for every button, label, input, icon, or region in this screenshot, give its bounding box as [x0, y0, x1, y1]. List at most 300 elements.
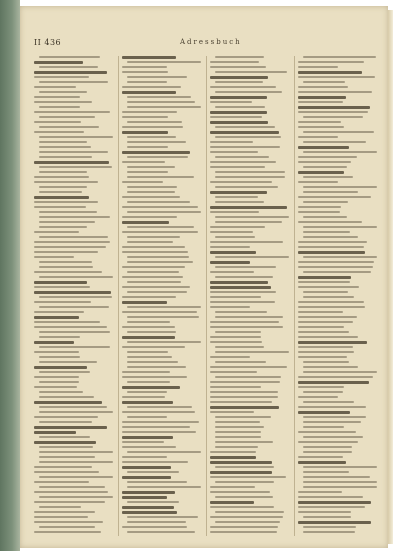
text-line — [215, 216, 289, 218]
text-line — [210, 291, 276, 293]
text-line — [122, 111, 177, 113]
text-line — [215, 351, 289, 353]
directory-columns — [34, 54, 374, 544]
text-line — [303, 216, 347, 218]
text-line — [34, 441, 96, 444]
text-line — [122, 221, 169, 224]
text-line — [39, 171, 87, 173]
text-line — [298, 221, 362, 223]
text-line — [34, 501, 105, 503]
text-line — [298, 146, 349, 149]
text-line — [298, 356, 347, 358]
text-line — [210, 251, 256, 254]
text-line — [122, 66, 167, 68]
text-line — [122, 456, 167, 458]
text-line — [298, 381, 369, 384]
text-line — [122, 496, 167, 499]
text-line — [34, 281, 87, 284]
text-line — [39, 191, 82, 193]
text-line — [127, 121, 182, 123]
text-line — [303, 486, 377, 488]
text-line — [215, 466, 274, 468]
text-line — [39, 361, 97, 363]
text-line — [210, 451, 256, 453]
text-line — [303, 176, 353, 178]
text-line — [122, 246, 185, 248]
text-line — [34, 176, 89, 178]
column-4 — [298, 54, 378, 544]
text-line — [210, 326, 283, 328]
text-line — [210, 96, 267, 99]
text-line — [122, 446, 176, 448]
text-line — [127, 516, 198, 518]
text-line — [210, 281, 268, 284]
text-line — [122, 466, 171, 469]
text-line — [303, 166, 347, 168]
text-line — [34, 386, 77, 388]
page-number: II 436 — [34, 38, 62, 47]
text-line — [210, 301, 275, 303]
text-line — [122, 461, 188, 463]
text-line — [127, 501, 179, 503]
text-line — [127, 481, 187, 483]
text-line — [210, 131, 279, 134]
text-line — [122, 346, 185, 348]
text-line — [127, 101, 195, 103]
column-2 — [122, 54, 202, 544]
text-line — [303, 151, 377, 153]
text-line — [34, 376, 79, 378]
text-line — [34, 291, 111, 294]
text-line — [298, 341, 367, 344]
text-line — [34, 416, 98, 418]
text-line — [298, 316, 357, 318]
text-line — [122, 311, 197, 313]
text-line — [303, 476, 370, 478]
page-edge — [388, 10, 393, 544]
text-line — [34, 426, 107, 429]
text-line — [210, 141, 253, 143]
text-line — [122, 126, 183, 128]
text-line — [215, 426, 264, 428]
text-line — [34, 311, 84, 313]
text-line — [127, 141, 186, 143]
text-line — [215, 266, 276, 268]
text-line — [215, 331, 261, 333]
text-line — [298, 431, 356, 433]
text-line — [122, 386, 180, 389]
text-line — [39, 116, 95, 118]
text-line — [122, 131, 168, 134]
text-line — [127, 176, 194, 178]
text-line — [39, 126, 99, 128]
text-line — [122, 216, 177, 218]
text-line — [34, 76, 89, 78]
text-line — [303, 186, 377, 188]
text-line — [39, 296, 112, 298]
text-line — [298, 106, 370, 109]
text-line — [298, 506, 365, 508]
text-line — [122, 526, 187, 528]
text-line — [39, 216, 110, 218]
text-line — [210, 86, 276, 88]
text-line — [215, 376, 281, 378]
text-line — [298, 266, 373, 268]
text-line — [303, 366, 358, 368]
text-line — [210, 461, 272, 464]
text-line — [127, 156, 188, 158]
text-line — [34, 401, 102, 404]
text-line — [34, 516, 88, 518]
text-line — [215, 436, 261, 438]
text-line — [303, 231, 350, 233]
text-line — [210, 211, 259, 213]
text-line — [127, 416, 167, 418]
text-line — [127, 321, 170, 323]
column-3 — [210, 54, 290, 544]
text-line — [122, 276, 183, 278]
text-line — [34, 316, 79, 319]
text-line — [303, 446, 352, 448]
text-line — [127, 146, 168, 148]
text-line — [210, 396, 278, 398]
text-line — [298, 301, 364, 303]
text-line — [210, 341, 262, 343]
text-line — [303, 426, 344, 428]
text-line — [39, 451, 113, 453]
text-line — [298, 111, 368, 113]
text-line — [34, 251, 98, 253]
text-line — [127, 291, 187, 293]
text-line — [215, 81, 263, 83]
text-line — [34, 196, 89, 199]
text-line — [34, 466, 92, 468]
text-line — [298, 511, 351, 513]
text-line — [122, 371, 170, 373]
text-line — [215, 171, 285, 173]
text-line — [122, 376, 187, 378]
text-line — [303, 191, 358, 193]
text-line — [303, 436, 363, 438]
text-line — [39, 346, 110, 348]
page-header — [34, 38, 374, 52]
text-line — [39, 211, 97, 213]
text-line — [215, 221, 282, 223]
text-line — [127, 236, 180, 238]
text-line — [298, 206, 341, 208]
text-line — [303, 291, 348, 293]
text-line — [298, 241, 367, 243]
text-line — [39, 391, 83, 393]
text-line — [215, 346, 264, 348]
text-line — [39, 456, 95, 458]
text-line — [210, 146, 280, 148]
text-line — [210, 531, 277, 533]
text-line — [39, 106, 80, 108]
text-line — [39, 151, 108, 153]
text-line — [210, 61, 259, 63]
text-line — [298, 351, 354, 353]
text-line — [127, 406, 192, 408]
text-line — [298, 326, 344, 328]
text-line — [39, 446, 93, 448]
text-line — [215, 521, 280, 523]
text-line — [127, 211, 201, 213]
text-line — [34, 201, 98, 203]
text-line — [39, 336, 80, 338]
text-line — [298, 261, 374, 263]
text-line — [215, 421, 260, 423]
text-line — [122, 286, 190, 288]
text-line — [122, 426, 190, 428]
text-line — [298, 461, 346, 464]
text-line — [34, 231, 79, 233]
text-line — [210, 121, 268, 124]
text-line — [210, 486, 255, 488]
text-line — [39, 396, 94, 398]
text-line — [298, 331, 349, 333]
text-line — [215, 361, 266, 363]
text-line — [215, 196, 258, 198]
text-line — [39, 81, 108, 83]
text-line — [298, 76, 375, 78]
text-line — [215, 56, 264, 58]
text-line — [39, 221, 95, 223]
text-line — [39, 306, 109, 308]
text-line — [122, 91, 176, 94]
text-line — [210, 166, 265, 168]
text-line — [303, 271, 371, 273]
text-line — [39, 381, 79, 383]
text-line — [210, 296, 261, 298]
text-line — [210, 406, 279, 409]
text-line — [34, 206, 86, 208]
text-line — [215, 236, 255, 238]
text-line — [210, 116, 262, 118]
text-line — [215, 256, 289, 258]
text-line — [122, 511, 177, 514]
text-line — [215, 276, 273, 278]
text-line — [298, 441, 358, 443]
text-line — [298, 96, 346, 99]
text-line — [39, 56, 100, 58]
text-line — [210, 206, 287, 209]
text-line — [122, 441, 164, 443]
column-1 — [34, 54, 114, 544]
text-line — [127, 341, 201, 343]
text-line — [210, 151, 258, 153]
text-line — [127, 366, 186, 368]
text-line — [34, 341, 74, 344]
text-line — [210, 456, 256, 459]
text-line — [298, 61, 364, 63]
text-line — [122, 266, 185, 268]
text-line — [34, 161, 109, 164]
text-line — [298, 321, 353, 323]
text-line — [210, 386, 261, 388]
text-line — [298, 406, 366, 408]
text-line — [298, 386, 344, 388]
text-line — [122, 181, 163, 183]
text-line — [210, 271, 254, 273]
text-line — [34, 241, 110, 243]
text-line — [39, 461, 113, 463]
text-line — [34, 286, 90, 288]
text-line — [215, 441, 273, 443]
text-line — [122, 231, 198, 233]
text-line — [298, 126, 344, 128]
text-line — [39, 331, 110, 333]
text-line — [39, 486, 105, 488]
text-line — [303, 131, 374, 133]
text-line — [210, 381, 280, 383]
text-line — [210, 286, 271, 289]
text-line — [210, 506, 274, 508]
text-line — [215, 71, 287, 73]
text-line — [122, 196, 180, 198]
text-line — [210, 101, 252, 103]
column-divider — [206, 56, 207, 536]
text-line — [34, 71, 107, 74]
text-line — [303, 226, 377, 228]
text-line — [127, 136, 176, 138]
text-line — [298, 121, 341, 123]
text-line — [127, 316, 199, 318]
text-line — [303, 516, 351, 518]
column-divider — [118, 56, 119, 536]
text-line — [127, 191, 175, 193]
text-line — [122, 491, 175, 494]
text-line — [122, 326, 175, 328]
text-line — [298, 491, 342, 493]
text-line — [34, 181, 98, 183]
text-line — [122, 251, 188, 253]
text-line — [303, 401, 354, 403]
text-line — [122, 296, 176, 298]
text-line — [39, 226, 87, 228]
text-line — [298, 286, 359, 288]
text-line — [127, 96, 191, 98]
text-line — [298, 311, 343, 313]
text-line — [210, 181, 272, 183]
text-line — [127, 381, 170, 383]
text-line — [122, 206, 198, 208]
text-line — [127, 521, 186, 523]
text-line — [34, 366, 87, 369]
text-line — [34, 111, 110, 113]
text-line — [215, 156, 269, 158]
text-line — [303, 471, 349, 473]
text-line — [298, 181, 338, 183]
text-line — [210, 261, 250, 264]
text-line — [215, 431, 261, 433]
text-line — [122, 476, 171, 479]
text-line — [39, 136, 113, 138]
text-line — [303, 451, 352, 453]
text-line — [122, 411, 195, 413]
text-line — [303, 391, 343, 393]
text-line — [210, 356, 250, 358]
text-line — [39, 66, 98, 68]
text-line — [127, 281, 181, 283]
text-line — [34, 321, 100, 323]
text-line — [34, 101, 92, 103]
text-line — [298, 456, 343, 458]
text-line — [210, 516, 283, 518]
text-line — [34, 531, 101, 533]
text-line — [34, 246, 106, 248]
text-line — [298, 336, 358, 338]
text-line — [298, 281, 350, 283]
text-line — [127, 306, 201, 308]
text-line — [122, 421, 199, 423]
text-line — [215, 186, 278, 188]
text-line — [298, 246, 364, 248]
text-line — [34, 351, 79, 353]
text-line — [127, 186, 177, 188]
text-line — [215, 416, 271, 418]
text-line — [34, 511, 95, 513]
text-line — [34, 121, 81, 123]
text-line — [122, 151, 190, 154]
text-line — [34, 491, 108, 493]
text-line — [122, 506, 174, 509]
text-line — [210, 366, 287, 368]
text-line — [210, 526, 278, 528]
text-line — [127, 106, 201, 108]
text-line — [34, 431, 76, 434]
text-line — [122, 336, 175, 339]
text-line — [298, 521, 371, 524]
text-line — [39, 496, 113, 498]
text-line — [122, 436, 173, 439]
text-line — [303, 81, 345, 83]
text-line — [303, 256, 377, 258]
text-line — [127, 356, 172, 358]
text-line — [303, 141, 366, 143]
text-line — [210, 391, 278, 393]
text-line — [298, 86, 348, 88]
text-line — [215, 201, 264, 203]
text-line — [298, 396, 338, 398]
text-line — [298, 251, 365, 254]
text-line — [210, 401, 272, 403]
text-line — [122, 86, 181, 88]
text-line — [298, 496, 363, 498]
text-line — [39, 276, 113, 278]
text-line — [39, 506, 81, 508]
text-line — [303, 236, 358, 238]
text-line — [303, 421, 361, 423]
text-line — [298, 306, 365, 308]
text-line — [34, 521, 103, 523]
text-line — [303, 56, 376, 58]
text-line — [127, 171, 168, 173]
text-line — [215, 496, 273, 498]
text-line — [210, 371, 257, 373]
text-line — [127, 226, 194, 228]
text-line — [122, 56, 176, 59]
text-line — [303, 531, 355, 533]
text-line — [215, 481, 274, 483]
text-line — [215, 176, 285, 178]
text-line — [127, 61, 201, 63]
text-line — [39, 356, 80, 358]
text-line — [298, 171, 344, 174]
text-line — [215, 446, 258, 448]
text-line — [39, 261, 92, 263]
text-line — [215, 126, 275, 128]
